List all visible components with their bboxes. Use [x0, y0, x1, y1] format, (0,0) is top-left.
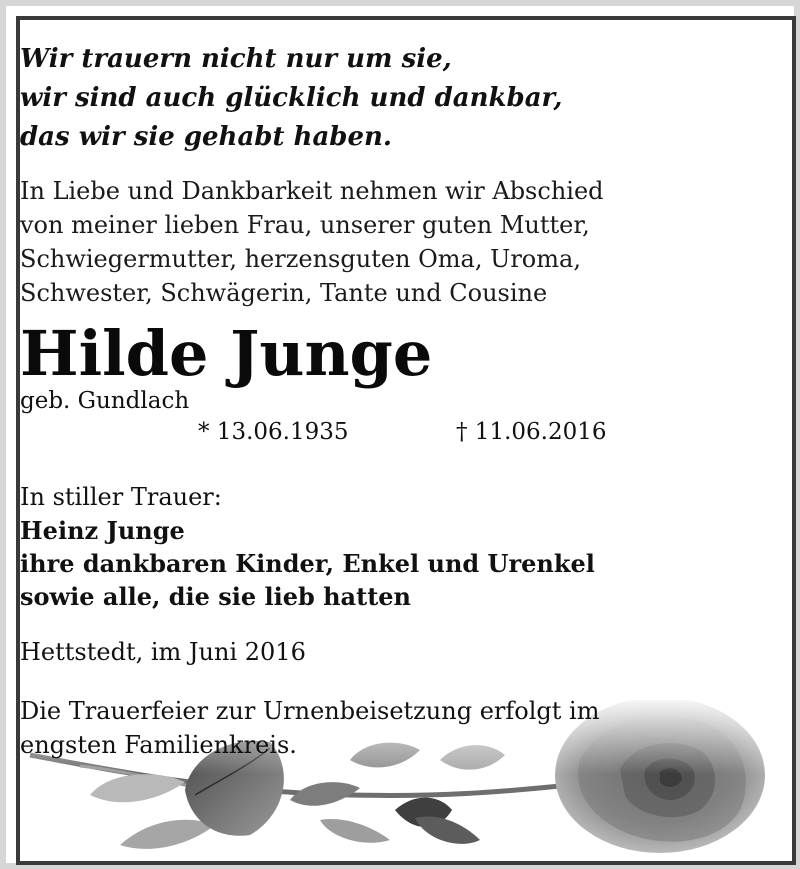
ceremony-line: engsten Familienkreis.: [20, 731, 297, 759]
ceremony-line: Die Trauerfeier zur Urnenbeisetzung erfolgt im: [20, 697, 600, 725]
farewell-paragraph: [20, 174, 792, 310]
farewell-line: Schwester, Schwägerin, Tante und Cousine: [20, 279, 548, 307]
deceased-name: Hilde Junge: [20, 317, 433, 390]
motto-line: das wir sie gehabt haben.: [20, 122, 392, 152]
ceremony-info: [20, 694, 792, 762]
farewell-line: von meiner lieben Frau, unserer guten Mutter,: [20, 211, 590, 239]
farewell-line: In Liebe und Dankbarkeit nehmen wir Abschied: [20, 177, 604, 205]
notice-text: [20, 20, 792, 865]
mourners-block: [20, 481, 792, 613]
farewell-line: Schwiegermutter, herzensguten Oma, Uroma,: [20, 245, 581, 273]
mourner-line: ihre dankbaren Kinder, Enkel und Urenkel: [20, 549, 595, 578]
mourner-line: sowie alle, die sie lieb hatten: [20, 582, 411, 611]
death-date: † 11.06.2016: [456, 419, 607, 445]
motto-line: Wir trauern nicht nur um sie,: [20, 44, 452, 74]
motto-verse: [20, 40, 792, 157]
mourners-intro: In stiller Trauer:: [20, 483, 222, 511]
birth-date: * 13.06.1935: [198, 419, 349, 445]
place-and-date: Hettstedt, im Juni 2016: [20, 638, 306, 666]
birth-name: geb. Gundlach: [20, 388, 190, 414]
mourner-line: Heinz Junge: [20, 516, 185, 545]
motto-line: wir sind auch glücklich und dankbar,: [20, 83, 563, 113]
obituary-notice: [16, 16, 796, 865]
